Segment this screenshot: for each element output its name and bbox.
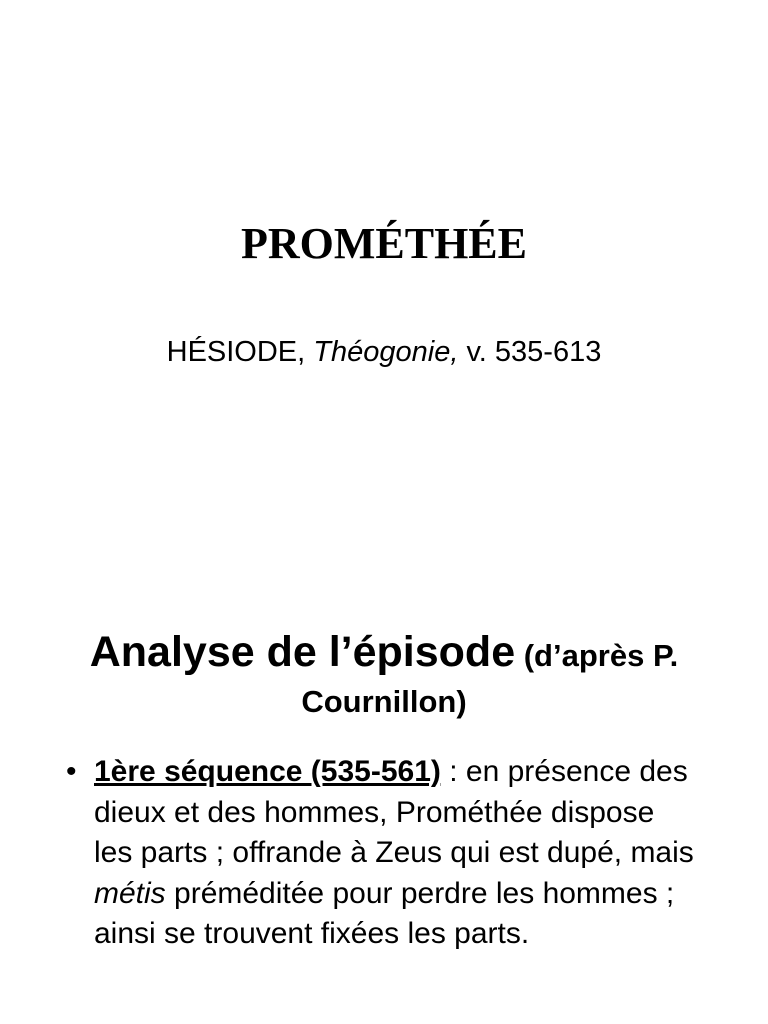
verse-range: v. 535-613 (458, 336, 602, 368)
work-title: Théogonie, (313, 336, 459, 368)
sequence-label: 1ère séquence (535-561) (94, 755, 441, 788)
bullet-list (60, 752, 700, 955)
analysis-heading (30, 629, 738, 725)
analysis-heading-credit: (d’après P. Cournillon) (301, 638, 679, 719)
sequence-text-end: préméditée pour perdre les hommes ; ainsi se trouvent fixées les parts. (94, 876, 675, 950)
author-name: HÉSIODE, (166, 336, 314, 368)
sequence-italic-term: métis (94, 876, 166, 910)
page-title: PROMÉTHÉE (240, 219, 528, 268)
list-item (60, 752, 700, 955)
source-reference (0, 333, 768, 371)
sequence-text-start: : en présence des dieux et des hommes, Prométhée dispose les parts ; offrande à Zeus qui est dupé, mais (94, 755, 694, 869)
bullet-icon: • (66, 755, 77, 788)
analysis-slide (0, 512, 768, 1024)
analysis-heading-main: Analyse de l’épisode (89, 628, 516, 676)
